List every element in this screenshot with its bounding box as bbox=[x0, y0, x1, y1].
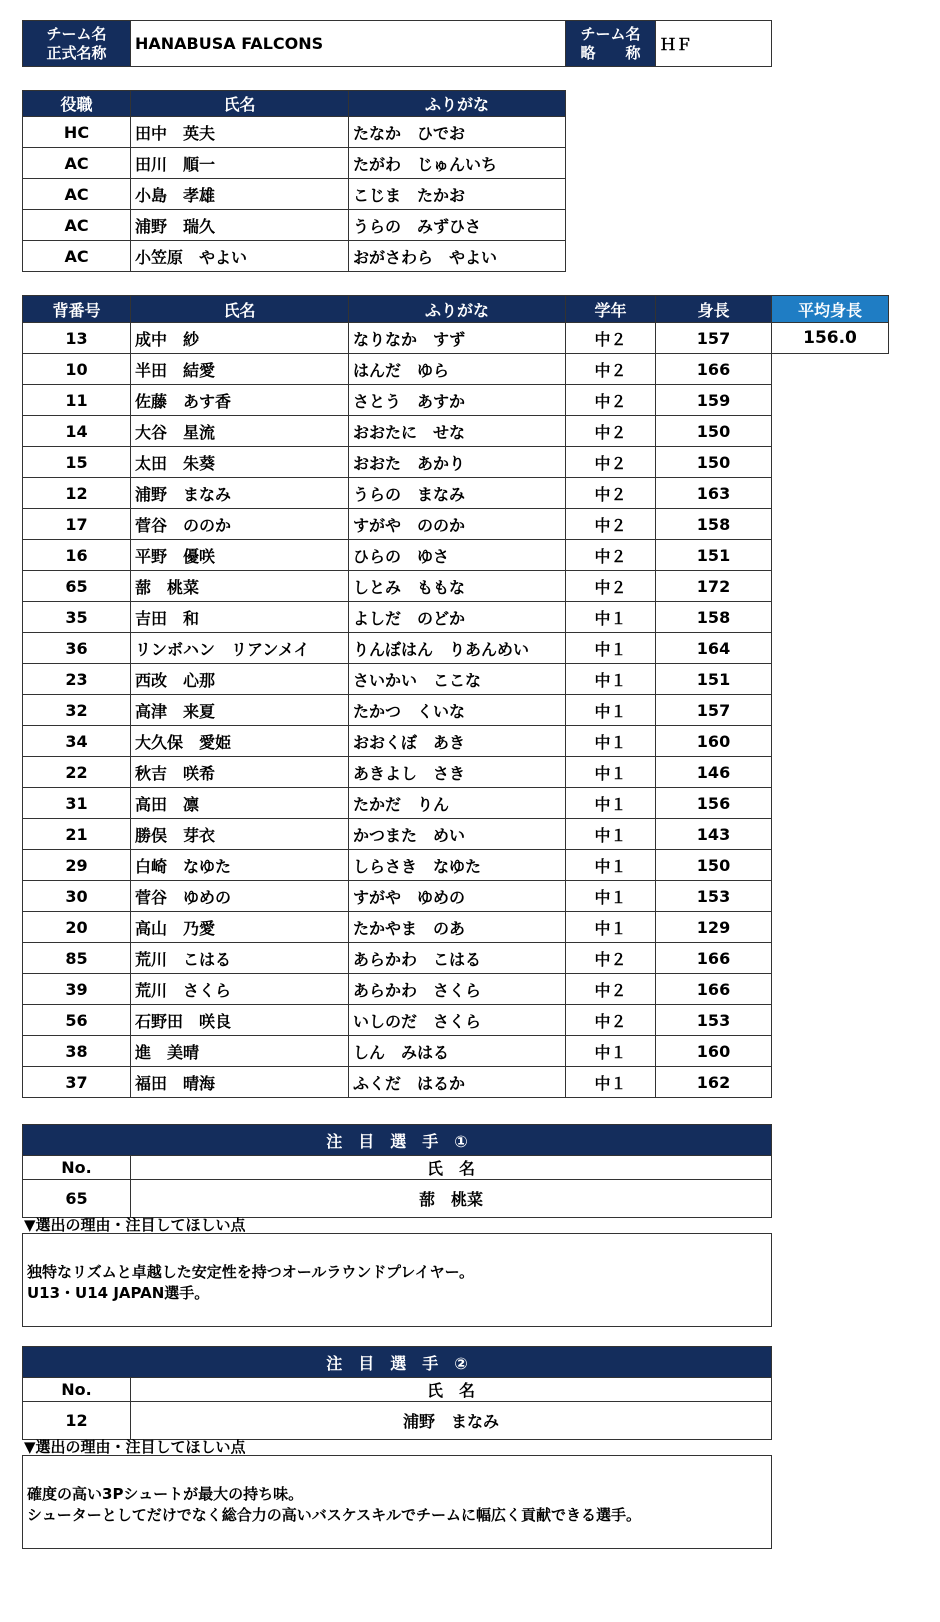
player-name: 荒川 こはる bbox=[131, 943, 349, 974]
player-height: 143 bbox=[656, 819, 772, 850]
player-number: 36 bbox=[23, 633, 131, 664]
player-grade: 中１ bbox=[566, 726, 656, 757]
player-name: 高津 来夏 bbox=[131, 695, 349, 726]
featured-2-no-label: No. bbox=[23, 1378, 131, 1402]
player-row bbox=[23, 633, 889, 664]
player-number: 23 bbox=[23, 664, 131, 695]
player-row bbox=[23, 1067, 889, 1098]
player-kana: すがや ゆめの bbox=[349, 881, 566, 912]
empty-cell bbox=[772, 447, 889, 478]
staff-header-name: 氏名 bbox=[131, 91, 349, 117]
player-height: 163 bbox=[656, 478, 772, 509]
empty-cell bbox=[772, 1067, 889, 1098]
player-name: 成中 紗 bbox=[131, 323, 349, 354]
average-height-value: 156.0 bbox=[772, 323, 889, 354]
player-kana: しん みはる bbox=[349, 1036, 566, 1067]
player-row bbox=[23, 664, 889, 695]
player-kana: おおたに せな bbox=[349, 416, 566, 447]
player-row bbox=[23, 354, 889, 385]
player-name: 福田 晴海 bbox=[131, 1067, 349, 1098]
average-height-label: 平均身長 bbox=[772, 296, 889, 323]
player-height: 150 bbox=[656, 850, 772, 881]
featured-1-title: 注 目 選 手 ① bbox=[23, 1125, 772, 1156]
player-number: 34 bbox=[23, 726, 131, 757]
player-row bbox=[23, 757, 889, 788]
player-name: 石野田 咲良 bbox=[131, 1005, 349, 1036]
player-kana: かつまた めい bbox=[349, 819, 566, 850]
player-kana: ひらの ゆさ bbox=[349, 540, 566, 571]
player-kana: あらかわ さくら bbox=[349, 974, 566, 1005]
staff-name: 小笠原 やよい bbox=[131, 241, 349, 272]
empty-cell bbox=[772, 726, 889, 757]
player-grade: 中１ bbox=[566, 819, 656, 850]
player-row bbox=[23, 695, 889, 726]
players-header-kana: ふりがな bbox=[349, 296, 566, 323]
staff-name: 小島 孝雄 bbox=[131, 179, 349, 210]
player-height: 151 bbox=[656, 664, 772, 695]
featured-2-reason-box bbox=[22, 1455, 772, 1549]
player-row bbox=[23, 509, 889, 540]
empty-cell bbox=[772, 416, 889, 447]
staff-kana: こじま たかお bbox=[349, 179, 566, 210]
player-grade: 中２ bbox=[566, 1005, 656, 1036]
featured-1-no: 65 bbox=[23, 1180, 131, 1218]
staff-row bbox=[23, 179, 566, 210]
staff-role: AC bbox=[23, 179, 131, 210]
featured-2-name: 浦野 まなみ bbox=[131, 1402, 772, 1440]
players-header-height: 身長 bbox=[656, 296, 772, 323]
player-height: 166 bbox=[656, 974, 772, 1005]
player-height: 153 bbox=[656, 1005, 772, 1036]
player-height: 150 bbox=[656, 447, 772, 478]
player-height: 159 bbox=[656, 385, 772, 416]
staff-name: 田中 英夫 bbox=[131, 117, 349, 148]
player-grade: 中１ bbox=[566, 912, 656, 943]
player-grade: 中１ bbox=[566, 757, 656, 788]
player-grade: 中１ bbox=[566, 881, 656, 912]
player-row bbox=[23, 447, 889, 478]
player-name: 浦野 まなみ bbox=[131, 478, 349, 509]
player-name: 高山 乃愛 bbox=[131, 912, 349, 943]
player-row bbox=[23, 323, 889, 354]
player-height: 162 bbox=[656, 1067, 772, 1098]
staff-row bbox=[23, 148, 566, 179]
player-kana: なりなか すず bbox=[349, 323, 566, 354]
player-row bbox=[23, 788, 889, 819]
featured-1-reason-box bbox=[22, 1233, 772, 1327]
player-name: 白崎 なゆた bbox=[131, 850, 349, 881]
player-number: 31 bbox=[23, 788, 131, 819]
empty-cell bbox=[772, 695, 889, 726]
staff-row bbox=[23, 210, 566, 241]
staff-role: HC bbox=[23, 117, 131, 148]
empty-cell bbox=[772, 664, 889, 695]
empty-cell bbox=[772, 850, 889, 881]
player-height: 157 bbox=[656, 323, 772, 354]
player-kana: おおくぼ あき bbox=[349, 726, 566, 757]
player-grade: 中２ bbox=[566, 323, 656, 354]
player-height: 156 bbox=[656, 788, 772, 819]
player-row bbox=[23, 478, 889, 509]
player-height: 160 bbox=[656, 726, 772, 757]
empty-cell bbox=[772, 354, 889, 385]
featured-1-no-label: No. bbox=[23, 1156, 131, 1180]
player-number: 85 bbox=[23, 943, 131, 974]
team-abbr-value: ＨＦ bbox=[656, 21, 772, 67]
player-height: 166 bbox=[656, 943, 772, 974]
player-number: 16 bbox=[23, 540, 131, 571]
player-name: 菅谷 ののか bbox=[131, 509, 349, 540]
player-number: 22 bbox=[23, 757, 131, 788]
featured-2-table bbox=[22, 1346, 772, 1440]
team-name-label: チーム名 正式名称 bbox=[23, 21, 131, 67]
player-row bbox=[23, 881, 889, 912]
player-height: 151 bbox=[656, 540, 772, 571]
staff-kana: うらの みずひさ bbox=[349, 210, 566, 241]
team-abbr-label: チーム名 略 称 bbox=[566, 21, 656, 67]
player-name: 高田 凛 bbox=[131, 788, 349, 819]
empty-cell bbox=[772, 819, 889, 850]
staff-kana: おがさわら やよい bbox=[349, 241, 566, 272]
empty-cell bbox=[772, 478, 889, 509]
player-row bbox=[23, 1005, 889, 1036]
featured-1-table bbox=[22, 1124, 772, 1218]
player-height: 158 bbox=[656, 509, 772, 540]
player-kana: さいかい ここな bbox=[349, 664, 566, 695]
player-grade: 中２ bbox=[566, 385, 656, 416]
player-height: 158 bbox=[656, 602, 772, 633]
player-name: 吉田 和 bbox=[131, 602, 349, 633]
player-name: 蔀 桃菜 bbox=[131, 571, 349, 602]
staff-header-kana: ふりがな bbox=[349, 91, 566, 117]
player-name: 佐藤 あす香 bbox=[131, 385, 349, 416]
player-number: 15 bbox=[23, 447, 131, 478]
empty-cell bbox=[772, 633, 889, 664]
player-number: 37 bbox=[23, 1067, 131, 1098]
players-table bbox=[22, 295, 889, 1098]
empty-cell bbox=[772, 602, 889, 633]
player-number: 35 bbox=[23, 602, 131, 633]
player-kana: しらさき なゆた bbox=[349, 850, 566, 881]
featured-2-title: 注 目 選 手 ② bbox=[23, 1347, 772, 1378]
player-kana: たかやま のあ bbox=[349, 912, 566, 943]
player-row bbox=[23, 571, 889, 602]
player-number: 14 bbox=[23, 416, 131, 447]
player-row bbox=[23, 850, 889, 881]
team-info-table bbox=[22, 20, 772, 67]
player-name: 荒川 さくら bbox=[131, 974, 349, 1005]
player-kana: ふくだ はるか bbox=[349, 1067, 566, 1098]
player-number: 65 bbox=[23, 571, 131, 602]
player-kana: よしだ のどか bbox=[349, 602, 566, 633]
empty-cell bbox=[772, 943, 889, 974]
player-grade: 中２ bbox=[566, 974, 656, 1005]
player-row bbox=[23, 540, 889, 571]
staff-row bbox=[23, 241, 566, 272]
player-name: 大久保 愛姫 bbox=[131, 726, 349, 757]
player-grade: 中１ bbox=[566, 664, 656, 695]
staff-name: 浦野 瑞久 bbox=[131, 210, 349, 241]
player-grade: 中１ bbox=[566, 602, 656, 633]
player-kana: うらの まなみ bbox=[349, 478, 566, 509]
empty-cell bbox=[772, 571, 889, 602]
player-row bbox=[23, 819, 889, 850]
player-grade: 中２ bbox=[566, 943, 656, 974]
player-grade: 中２ bbox=[566, 447, 656, 478]
player-name: 秋吉 咲希 bbox=[131, 757, 349, 788]
empty-cell bbox=[772, 881, 889, 912]
player-height: 129 bbox=[656, 912, 772, 943]
player-name: 大谷 星流 bbox=[131, 416, 349, 447]
staff-role: AC bbox=[23, 148, 131, 179]
player-row bbox=[23, 726, 889, 757]
player-number: 39 bbox=[23, 974, 131, 1005]
staff-header-role: 役職 bbox=[23, 91, 131, 117]
team-name-value: HANABUSA FALCONS bbox=[131, 21, 566, 67]
featured-1-name-label: 氏 名 bbox=[131, 1156, 772, 1180]
staff-kana: たがわ じゅんいち bbox=[349, 148, 566, 179]
player-name: 勝俣 芽衣 bbox=[131, 819, 349, 850]
player-number: 32 bbox=[23, 695, 131, 726]
player-name: 半田 結愛 bbox=[131, 354, 349, 385]
player-number: 29 bbox=[23, 850, 131, 881]
player-name: 平野 優咲 bbox=[131, 540, 349, 571]
player-number: 10 bbox=[23, 354, 131, 385]
empty-cell bbox=[772, 757, 889, 788]
staff-table bbox=[22, 90, 566, 272]
player-grade: 中２ bbox=[566, 478, 656, 509]
player-name: 西改 心那 bbox=[131, 664, 349, 695]
empty-cell bbox=[772, 509, 889, 540]
player-grade: 中２ bbox=[566, 354, 656, 385]
player-row bbox=[23, 943, 889, 974]
player-grade: 中１ bbox=[566, 788, 656, 819]
player-number: 17 bbox=[23, 509, 131, 540]
player-grade: 中２ bbox=[566, 509, 656, 540]
player-kana: りんぼはん りあんめい bbox=[349, 633, 566, 664]
featured-2-no: 12 bbox=[23, 1402, 131, 1440]
player-grade: 中２ bbox=[566, 540, 656, 571]
player-height: 146 bbox=[656, 757, 772, 788]
player-row bbox=[23, 974, 889, 1005]
empty-cell bbox=[772, 385, 889, 416]
player-kana: さとう あすか bbox=[349, 385, 566, 416]
player-number: 20 bbox=[23, 912, 131, 943]
player-number: 13 bbox=[23, 323, 131, 354]
empty-cell bbox=[772, 540, 889, 571]
player-number: 12 bbox=[23, 478, 131, 509]
empty-cell bbox=[772, 912, 889, 943]
player-kana: たかだ りん bbox=[349, 788, 566, 819]
player-grade: 中１ bbox=[566, 633, 656, 664]
player-height: 166 bbox=[656, 354, 772, 385]
player-height: 157 bbox=[656, 695, 772, 726]
player-height: 160 bbox=[656, 1036, 772, 1067]
player-grade: 中２ bbox=[566, 416, 656, 447]
player-name: 太田 朱葵 bbox=[131, 447, 349, 478]
featured-1-name: 蔀 桃菜 bbox=[131, 1180, 772, 1218]
empty-cell bbox=[772, 1005, 889, 1036]
player-grade: 中１ bbox=[566, 850, 656, 881]
player-height: 153 bbox=[656, 881, 772, 912]
player-kana: あらかわ こはる bbox=[349, 943, 566, 974]
player-height: 150 bbox=[656, 416, 772, 447]
player-kana: いしのだ さくら bbox=[349, 1005, 566, 1036]
player-name: 菅谷 ゆめの bbox=[131, 881, 349, 912]
player-kana: あきよし さき bbox=[349, 757, 566, 788]
player-kana: おおた あかり bbox=[349, 447, 566, 478]
empty-cell bbox=[772, 788, 889, 819]
player-name: リンボハン リアンメイ bbox=[131, 633, 349, 664]
player-kana: しとみ ももな bbox=[349, 571, 566, 602]
player-row bbox=[23, 912, 889, 943]
player-height: 164 bbox=[656, 633, 772, 664]
player-kana: たかつ くいな bbox=[349, 695, 566, 726]
player-number: 11 bbox=[23, 385, 131, 416]
player-kana: はんだ ゆら bbox=[349, 354, 566, 385]
staff-kana: たなか ひでお bbox=[349, 117, 566, 148]
player-number: 30 bbox=[23, 881, 131, 912]
empty-cell bbox=[772, 1036, 889, 1067]
featured-2-reason-text: 確度の高い3Pシュートが最大の持ち味。 シューターとしてだけでなく総合力の高いバスケスキルでチームに幅広く貢献できる選手。 bbox=[27, 1485, 641, 1524]
player-grade: 中１ bbox=[566, 1036, 656, 1067]
player-grade: 中１ bbox=[566, 695, 656, 726]
player-number: 21 bbox=[23, 819, 131, 850]
staff-role: AC bbox=[23, 210, 131, 241]
player-row bbox=[23, 1036, 889, 1067]
staff-role: AC bbox=[23, 241, 131, 272]
players-header-name: 氏名 bbox=[131, 296, 349, 323]
player-number: 38 bbox=[23, 1036, 131, 1067]
staff-row bbox=[23, 117, 566, 148]
player-row bbox=[23, 416, 889, 447]
player-grade: 中１ bbox=[566, 1067, 656, 1098]
staff-name: 田川 順一 bbox=[131, 148, 349, 179]
players-header-grade: 学年 bbox=[566, 296, 656, 323]
featured-2-reason-label: ▼選出の理由・注目してほしい点 bbox=[24, 1438, 246, 1456]
featured-1-reason-text: 独特なリズムと卓越した安定性を持つオールラウンドプレイヤー。 U13・U14 JAPAN選手。 bbox=[27, 1263, 475, 1302]
player-name: 進 美晴 bbox=[131, 1036, 349, 1067]
player-row bbox=[23, 602, 889, 633]
empty-cell bbox=[772, 974, 889, 1005]
player-height: 172 bbox=[656, 571, 772, 602]
featured-1-reason-label: ▼選出の理由・注目してほしい点 bbox=[24, 1216, 246, 1234]
player-grade: 中２ bbox=[566, 571, 656, 602]
player-kana: すがや ののか bbox=[349, 509, 566, 540]
player-row bbox=[23, 385, 889, 416]
featured-2-name-label: 氏 名 bbox=[131, 1378, 772, 1402]
players-header-no: 背番号 bbox=[23, 296, 131, 323]
player-number: 56 bbox=[23, 1005, 131, 1036]
